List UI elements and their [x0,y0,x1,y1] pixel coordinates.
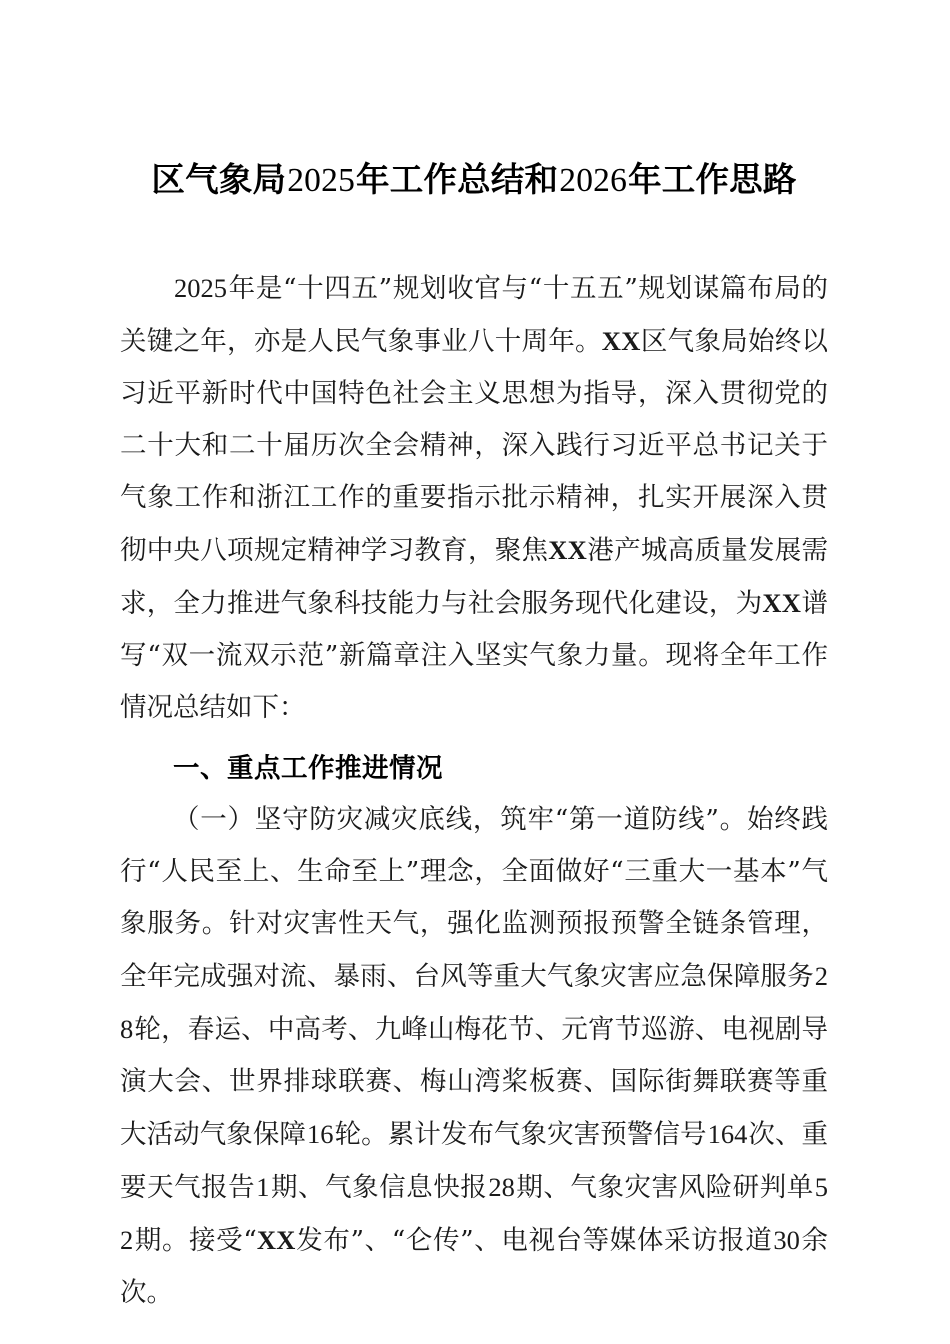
subsection-paragraph-1-text: （一）坚守防灾减灾底线，筑牢“第一道防线”。始终践行“人民至上、生命至上”理念，全面做好“三重大一基本”气象服务。针对灾害性天气，强化监测预报预警全链条管理，全年完成强对流、暴雨、台风等重大气象灾害应急保障服务28轮，春运、中高考、九峰山梅花节、元宵节巡游、电视剧导演大会、世界排球联赛、梅山湾桨板赛、国际街舞联赛等重大活动气象保障16轮。累计发布气象灾害预警信号164次、重要天气报告1期、气象信息快报28期、气象灾害风险研判单52期。接受“XX发布”、“仑传”、电视台等媒体采访报道30余次。 [120,804,829,1308]
document-content-column [120,0,828,1319]
redacted-placeholder: XX [601,326,641,356]
inline-number: 52 [120,1172,829,1255]
subsection-paragraph-1 [120,794,828,1319]
intro-paragraph-text: 2025年是“十四五”规划收官与“十五五”规划谋篇布局的关键之年，亦是人民气象事业八十周年。XX区气象局始终以习近平新时代中国特色社会主义思想为指导，深入贯彻党的二十大和二十届历次全会精神，深入践行习近平总书记关于气象工作和浙江工作的重要指示批示精神，扎实开展深入贯彻中央八项规定精神学习教育，聚焦XX港产城高质量发展需求，全力推进气象科技能力与社会服务现代化建设，为XX谱写“双一流双示范”新篇章注入坚实气象力量。现将全年工作情况总结如下： [120,273,829,723]
section-heading-1: 一、重点工作推进情况 [173,753,443,783]
page-title: 区气象局2025年工作总结和2026年工作思路 [151,162,797,199]
intro-paragraph [120,209,828,734]
inline-number: 2026 [559,162,628,199]
inline-number: 1 [256,1172,270,1202]
inline-number: 2025 [287,162,356,199]
inline-number: 30 [773,1225,800,1255]
redacted-placeholder: XX [548,535,588,565]
inline-number: 28 [488,1172,515,1202]
inline-number: 164 [707,1119,748,1149]
redacted-placeholder: XX [762,588,802,618]
inline-number: 28 [120,961,828,1044]
inline-number: 2025 [174,273,227,303]
redacted-placeholder: XX [256,1225,296,1255]
inline-number: 16 [307,1119,334,1149]
